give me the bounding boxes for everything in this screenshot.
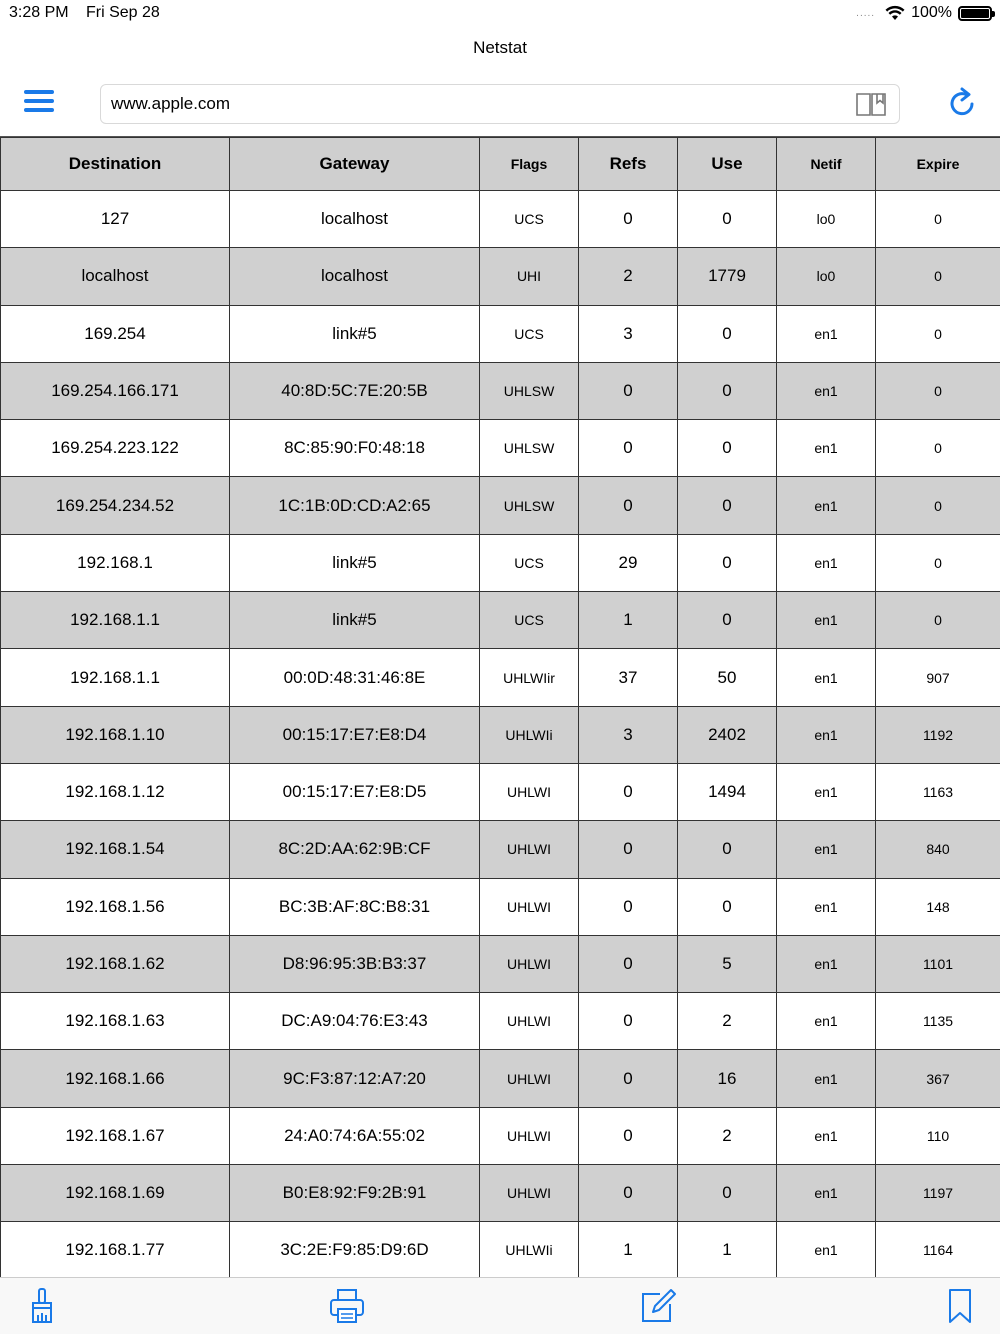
cell-netif: en1	[777, 534, 876, 591]
cell-destination: 192.168.1.67	[1, 1107, 230, 1164]
cell-destination: 169.254.234.52	[1, 477, 230, 534]
cell-gateway: 00:15:17:E7:E8:D4	[230, 706, 480, 763]
cell-flags: UCS	[480, 191, 579, 248]
cell-gateway: B0:E8:92:F9:2B:91	[230, 1165, 480, 1222]
cell-expire: 1197	[876, 1165, 1000, 1222]
cell-gateway: 8C:2D:AA:62:9B:CF	[230, 821, 480, 878]
reload-icon[interactable]	[946, 87, 978, 119]
cell-refs: 0	[579, 191, 678, 248]
cell-expire: 0	[876, 420, 1000, 477]
cell-refs: 2	[579, 248, 678, 305]
cell-netif: lo0	[777, 191, 876, 248]
cell-refs: 0	[579, 821, 678, 878]
cell-use: 1494	[678, 763, 777, 820]
cell-expire: 0	[876, 592, 1000, 649]
cell-netif: lo0	[777, 248, 876, 305]
cell-netif: en1	[777, 420, 876, 477]
cell-gateway: 9C:F3:87:12:A7:20	[230, 1050, 480, 1107]
table-body	[1, 191, 1000, 1278]
cell-destination: 192.168.1.1	[1, 592, 230, 649]
cellular-signal-icon: .....	[856, 7, 876, 19]
cell-use: 0	[678, 534, 777, 591]
cell-refs: 29	[579, 534, 678, 591]
page-title: Netstat	[473, 38, 527, 57]
netstat-table-container[interactable]	[0, 136, 1000, 1277]
cell-destination: 127	[1, 191, 230, 248]
cell-use: 0	[678, 191, 777, 248]
cell-use: 0	[678, 878, 777, 935]
cell-expire: 907	[876, 649, 1000, 706]
cell-refs: 3	[579, 305, 678, 362]
cell-flags: UHLSW	[480, 477, 579, 534]
cell-netif: en1	[777, 362, 876, 419]
table-row[interactable]	[1, 1050, 1000, 1107]
cell-netif: en1	[777, 821, 876, 878]
cell-use: 0	[678, 821, 777, 878]
cell-expire: 0	[876, 362, 1000, 419]
cell-destination: 169.254.223.122	[1, 420, 230, 477]
cell-expire: 148	[876, 878, 1000, 935]
cell-use: 1	[678, 1222, 777, 1277]
cell-flags: UHLWI	[480, 1165, 579, 1222]
cell-gateway: link#5	[230, 592, 480, 649]
table-row[interactable]	[1, 1165, 1000, 1222]
column-header-refs[interactable]: Refs	[579, 138, 678, 191]
cell-destination: 169.254.166.171	[1, 362, 230, 419]
status-time: 3:28 PM	[9, 4, 69, 21]
cell-gateway: D8:96:95:3B:B3:37	[230, 935, 480, 992]
bookmark-icon[interactable]	[940, 1286, 980, 1326]
column-header-expire[interactable]: Expire	[876, 138, 1000, 191]
cell-gateway: link#5	[230, 534, 480, 591]
cell-use: 1779	[678, 248, 777, 305]
column-header-destination[interactable]: Destination	[1, 138, 230, 191]
printer-icon[interactable]	[327, 1286, 367, 1326]
cell-gateway: BC:3B:AF:8C:B8:31	[230, 878, 480, 935]
cell-refs: 0	[579, 1165, 678, 1222]
cell-gateway: 40:8D:5C:7E:20:5B	[230, 362, 480, 419]
cell-refs: 1	[579, 1222, 678, 1277]
table-row[interactable]	[1, 248, 1000, 305]
cell-netif: en1	[777, 878, 876, 935]
status-date: Fri Sep 28	[86, 4, 160, 21]
cell-refs: 1	[579, 592, 678, 649]
brush-icon[interactable]	[22, 1286, 62, 1326]
cell-destination: 192.168.1.66	[1, 1050, 230, 1107]
battery-icon	[958, 6, 992, 21]
cell-gateway: 00:0D:48:31:46:8E	[230, 649, 480, 706]
table-header-row	[1, 138, 1000, 191]
cell-use: 0	[678, 477, 777, 534]
cell-flags: UHI	[480, 248, 579, 305]
cell-destination: 192.168.1.12	[1, 763, 230, 820]
cell-gateway: 1C:1B:0D:CD:A2:65	[230, 477, 480, 534]
cell-netif: en1	[777, 305, 876, 362]
status-right	[856, 4, 992, 22]
cell-destination: 192.168.1.62	[1, 935, 230, 992]
cell-destination: 192.168.1.63	[1, 993, 230, 1050]
cell-use: 16	[678, 1050, 777, 1107]
cell-refs: 0	[579, 1050, 678, 1107]
cell-flags: UHLWI	[480, 1107, 579, 1164]
cell-flags: UHLWI	[480, 935, 579, 992]
cell-expire: 0	[876, 477, 1000, 534]
table-row[interactable]	[1, 477, 1000, 534]
cell-gateway: link#5	[230, 305, 480, 362]
reader-book-icon[interactable]	[855, 90, 887, 118]
battery-percent: 100%	[911, 4, 952, 21]
table-row[interactable]	[1, 592, 1000, 649]
cell-destination: localhost	[1, 248, 230, 305]
cell-expire: 840	[876, 821, 1000, 878]
cell-expire: 1101	[876, 935, 1000, 992]
table-row[interactable]	[1, 191, 1000, 248]
cell-use: 2	[678, 1107, 777, 1164]
cell-netif: en1	[777, 1107, 876, 1164]
cell-use: 5	[678, 935, 777, 992]
status-bar	[0, 0, 1000, 28]
column-header-netif[interactable]: Netif	[777, 138, 876, 191]
toolbar	[0, 76, 1000, 134]
table-row[interactable]	[1, 993, 1000, 1050]
cell-netif: en1	[777, 592, 876, 649]
table-row[interactable]	[1, 362, 1000, 419]
cell-expire: 0	[876, 534, 1000, 591]
table-row[interactable]	[1, 935, 1000, 992]
cell-refs: 0	[579, 420, 678, 477]
cell-refs: 37	[579, 649, 678, 706]
cell-flags: UCS	[480, 305, 579, 362]
cell-destination: 192.168.1.69	[1, 1165, 230, 1222]
cell-refs: 0	[579, 1107, 678, 1164]
column-header-gateway[interactable]: Gateway	[230, 138, 480, 191]
cell-expire: 1164	[876, 1222, 1000, 1277]
cell-refs: 0	[579, 362, 678, 419]
cell-netif: en1	[777, 993, 876, 1050]
cell-expire: 367	[876, 1050, 1000, 1107]
cell-gateway: 8C:85:90:F0:48:18	[230, 420, 480, 477]
cell-refs: 0	[579, 763, 678, 820]
cell-destination: 192.168.1.10	[1, 706, 230, 763]
cell-gateway: localhost	[230, 191, 480, 248]
cell-expire: 1163	[876, 763, 1000, 820]
cell-gateway: localhost	[230, 248, 480, 305]
cell-destination: 192.168.1.54	[1, 821, 230, 878]
cell-expire: 0	[876, 248, 1000, 305]
cell-flags: UHLSW	[480, 420, 579, 477]
table-row[interactable]	[1, 1222, 1000, 1277]
bottom-toolbar	[0, 1277, 1000, 1334]
cell-netif: en1	[777, 477, 876, 534]
cell-flags: UCS	[480, 592, 579, 649]
cell-destination: 192.168.1.56	[1, 878, 230, 935]
menu-button[interactable]	[24, 90, 58, 118]
cell-flags: UHLSW	[480, 362, 579, 419]
table-row[interactable]	[1, 305, 1000, 362]
cell-flags: UHLWIi	[480, 706, 579, 763]
cell-netif: en1	[777, 935, 876, 992]
cell-expire: 0	[876, 305, 1000, 362]
url-input[interactable]	[100, 84, 900, 124]
cell-use: 0	[678, 305, 777, 362]
cell-use: 0	[678, 1165, 777, 1222]
cell-expire: 1135	[876, 993, 1000, 1050]
menu-icon	[24, 90, 58, 112]
cell-use: 2	[678, 993, 777, 1050]
cell-use: 50	[678, 649, 777, 706]
cell-use: 2402	[678, 706, 777, 763]
wifi-icon	[885, 5, 905, 21]
cell-refs: 0	[579, 993, 678, 1050]
cell-netif: en1	[777, 1165, 876, 1222]
netstat-table	[0, 137, 1000, 1277]
cell-expire: 0	[876, 191, 1000, 248]
cell-refs: 0	[579, 935, 678, 992]
compose-icon[interactable]	[638, 1286, 678, 1326]
table-row[interactable]	[1, 534, 1000, 591]
cell-destination: 192.168.1.1	[1, 649, 230, 706]
cell-flags: UHLWI	[480, 993, 579, 1050]
cell-destination: 192.168.1.77	[1, 1222, 230, 1277]
cell-netif: en1	[777, 706, 876, 763]
cell-flags: UHLWIi	[480, 1222, 579, 1277]
cell-netif: en1	[777, 1050, 876, 1107]
table-row[interactable]	[1, 706, 1000, 763]
table-row[interactable]	[1, 821, 1000, 878]
cell-gateway: 3C:2E:F9:85:D9:6D	[230, 1222, 480, 1277]
cell-destination: 192.168.1	[1, 534, 230, 591]
table-row[interactable]	[1, 1107, 1000, 1164]
cell-refs: 0	[579, 878, 678, 935]
table-row[interactable]	[1, 420, 1000, 477]
cell-gateway: 24:A0:74:6A:55:02	[230, 1107, 480, 1164]
column-header-flags[interactable]: Flags	[480, 138, 579, 191]
cell-flags: UHLWI	[480, 821, 579, 878]
cell-netif: en1	[777, 763, 876, 820]
cell-flags: UCS	[480, 534, 579, 591]
cell-destination: 169.254	[1, 305, 230, 362]
cell-expire: 1192	[876, 706, 1000, 763]
table-row[interactable]	[1, 878, 1000, 935]
cell-flags: UHLWI	[480, 763, 579, 820]
cell-flags: UHLWIir	[480, 649, 579, 706]
cell-refs: 3	[579, 706, 678, 763]
cell-expire: 110	[876, 1107, 1000, 1164]
cell-refs: 0	[579, 477, 678, 534]
cell-gateway: 00:15:17:E7:E8:D5	[230, 763, 480, 820]
table-row[interactable]	[1, 763, 1000, 820]
cell-flags: UHLWI	[480, 878, 579, 935]
cell-netif: en1	[777, 649, 876, 706]
cell-use: 0	[678, 420, 777, 477]
cell-netif: en1	[777, 1222, 876, 1277]
cell-use: 0	[678, 362, 777, 419]
cell-gateway: DC:A9:04:76:E3:43	[230, 993, 480, 1050]
cell-use: 0	[678, 592, 777, 649]
table-row[interactable]	[1, 649, 1000, 706]
column-header-use[interactable]: Use	[678, 138, 777, 191]
cell-flags: UHLWI	[480, 1050, 579, 1107]
